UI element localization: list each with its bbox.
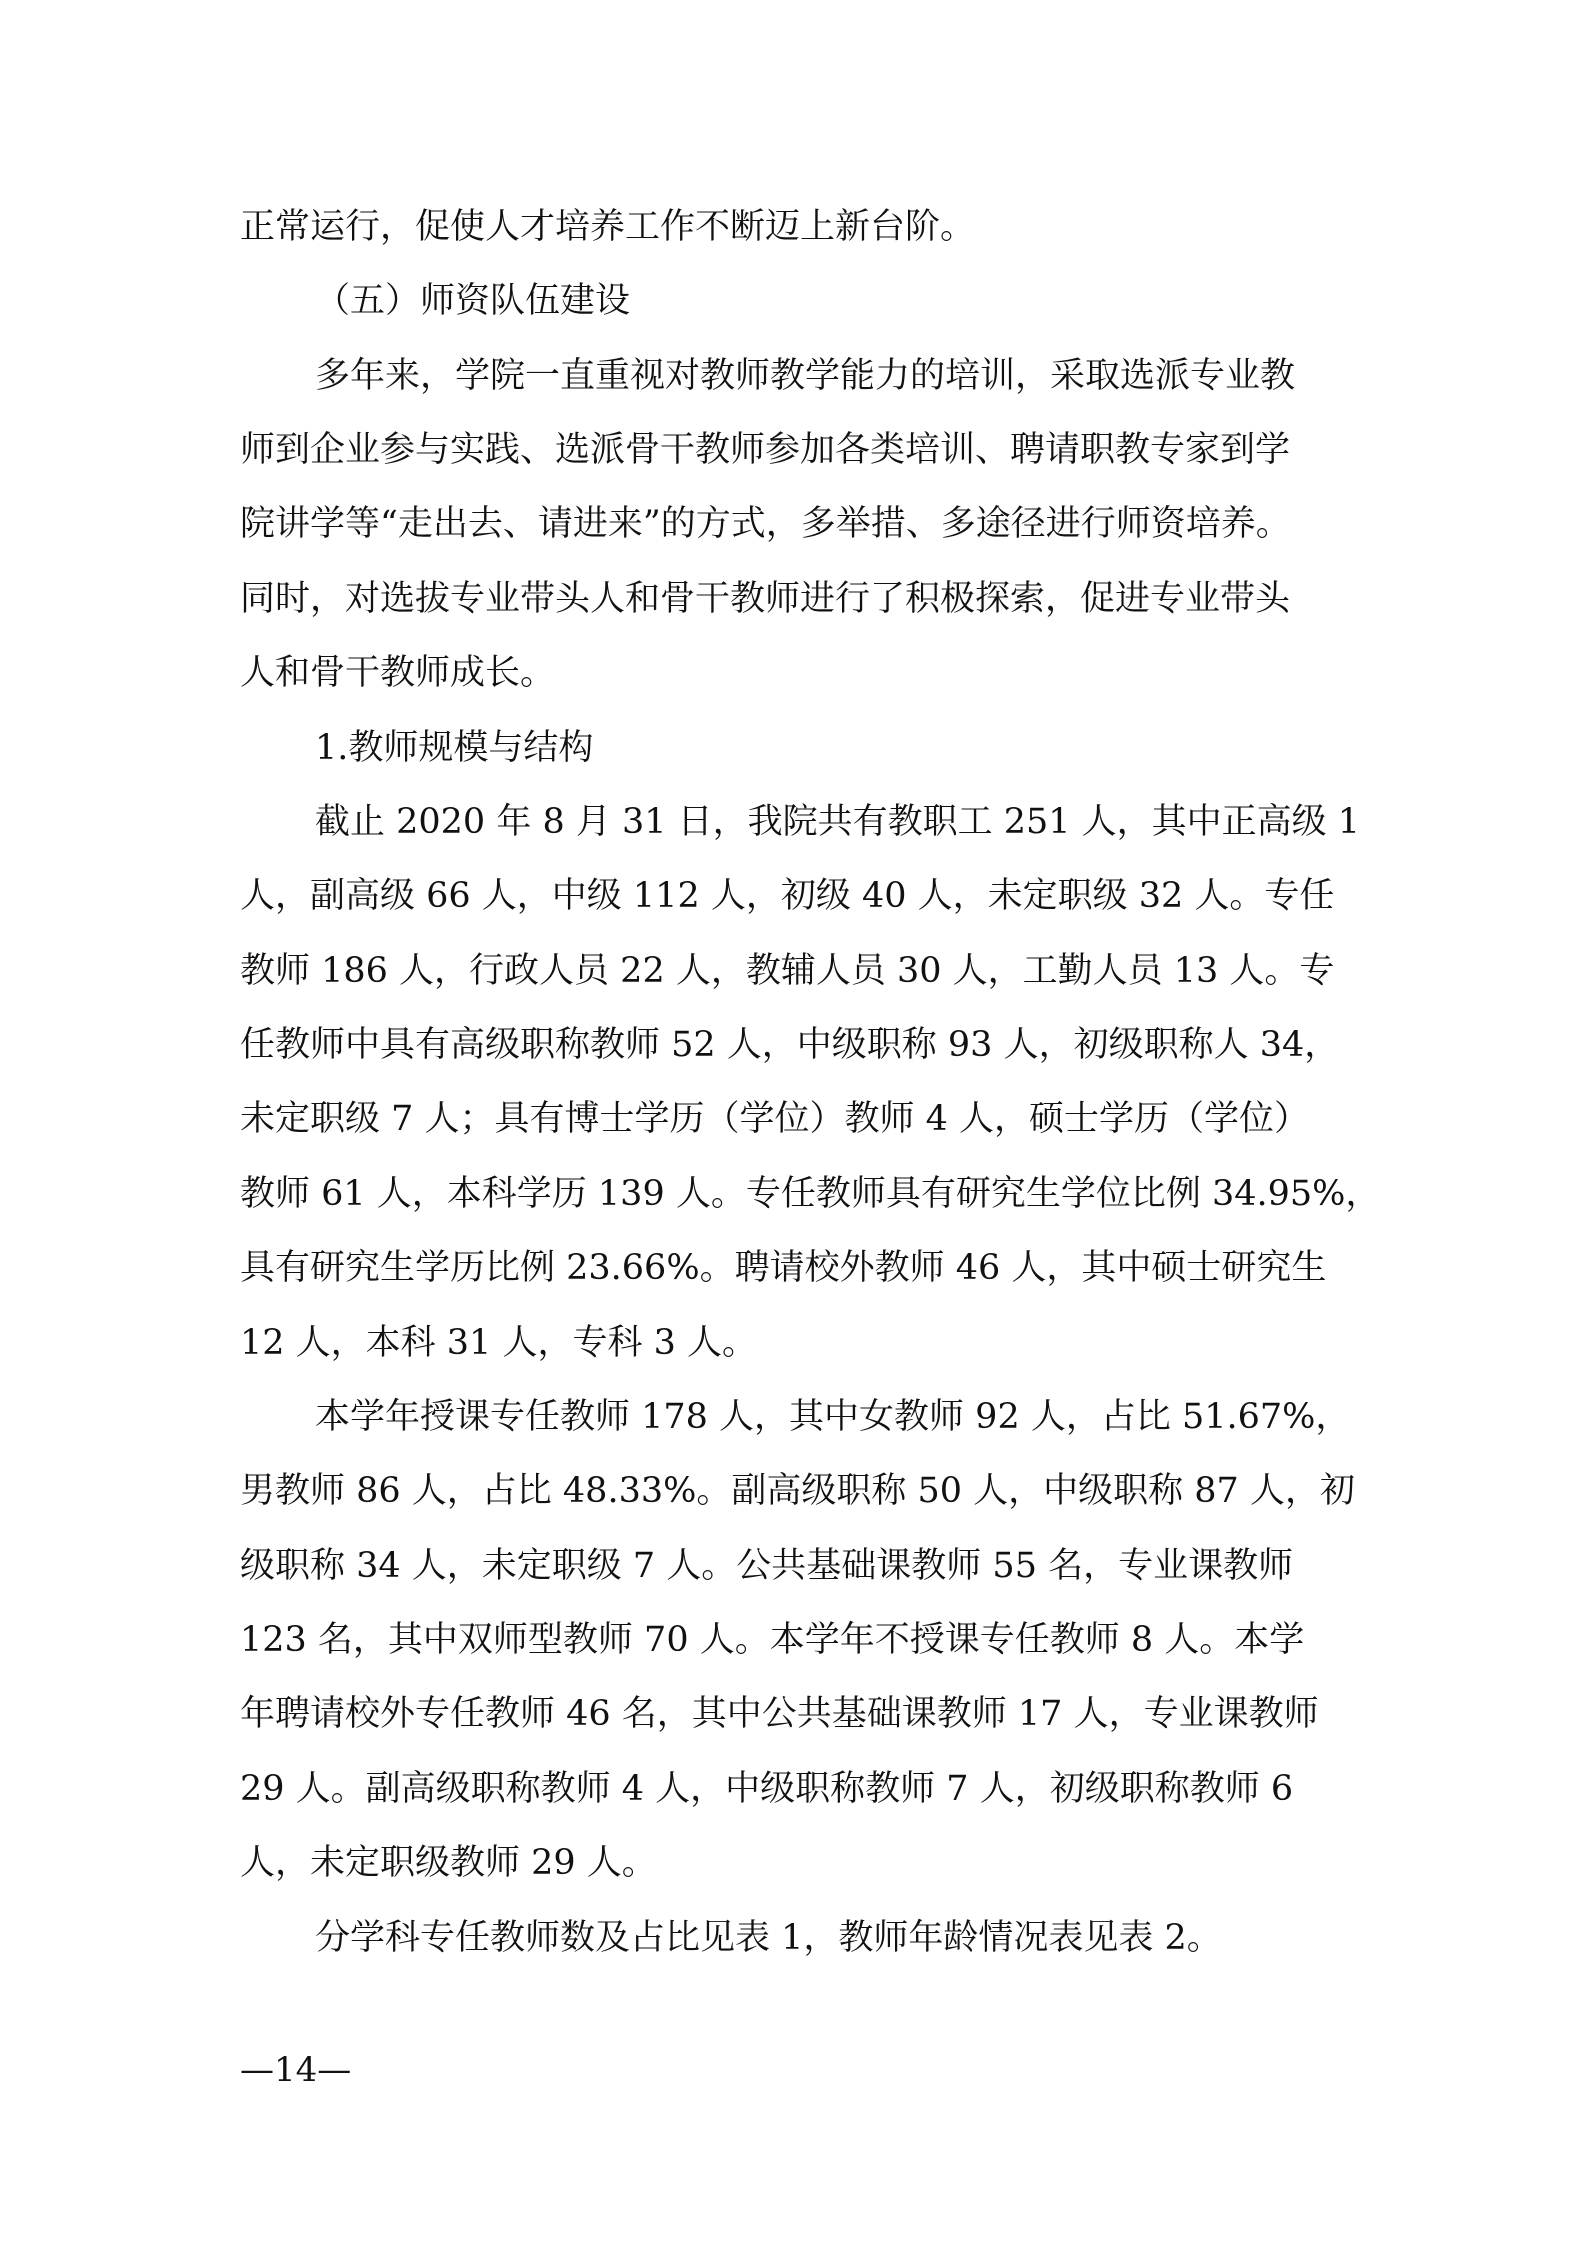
text-line: 29 人。副高级职称教师 4 人，中级职称教师 7 人，初级职称教师 6 <box>240 1769 1294 1809</box>
text-line: 截止 2020 年 8 月 31 日，我院共有教职工 251 人，其中正高级 1 <box>315 802 1361 842</box>
text-line: 分学科专任教师数及占比见表 1，教师年龄情况表见表 2。 <box>315 1918 1222 1958</box>
text-line: 任教师中具有高级职称教师 52 人，中级职称 93 人，初级职称人 34， <box>240 1025 1340 1065</box>
text-line: 年聘请校外专任教师 46 名，其中公共基础课教师 17 人，专业课教师 <box>240 1694 1319 1734</box>
text-line: 本学年授课专任教师 178 人，其中女教师 92 人，占比 51.67%， <box>315 1397 1351 1437</box>
page-number: —14— <box>240 2050 352 2090</box>
text-line: 具有研究生学历比例 23.66%。聘请校外教师 46 人，其中硕士研究生 <box>240 1248 1327 1288</box>
text-line: 正常运行，促使人才培养工作不断迈上新台阶。 <box>240 207 976 247</box>
text-line: 未定职级 7 人；具有博士学历（学位）教师 4 人，硕士学历（学位） <box>240 1099 1310 1139</box>
text-line: 教师 61 人，本科学历 139 人。专任教师具有研究生学位比例 34.95%， <box>240 1174 1381 1214</box>
text-line: 人和骨干教师成长。 <box>240 653 556 693</box>
text-line: 同时，对选拔专业带头人和骨干教师进行了积极探索，促进专业带头 <box>240 579 1291 619</box>
text-line: 师到企业参与实践、选派骨干教师参加各类培训、聘请职教专家到学 <box>240 430 1291 470</box>
text-line: 人，未定职级教师 29 人。 <box>240 1843 657 1883</box>
text-line: 12 人，本科 31 人，专科 3 人。 <box>240 1323 757 1363</box>
text-line: 院讲学等“走出去、请进来”的方式，多举措、多途径进行师资培养。 <box>240 504 1291 544</box>
text-line: 男教师 86 人，占比 48.33%。副高级职称 50 人，中级职称 87 人，初 <box>240 1471 1355 1511</box>
section-heading: （五）师资队伍建设 <box>315 281 631 321</box>
text-line: 多年来，学院一直重视对教师教学能力的培训，采取选派专业教 <box>315 356 1296 396</box>
text-line: 级职称 34 人，未定职级 7 人。公共基础课教师 55 名，专业课教师 <box>240 1546 1294 1586</box>
subsection-heading: 1.教师规模与结构 <box>315 728 594 768</box>
text-line: 123 名，其中双师型教师 70 人。本学年不授课专任教师 8 人。本学 <box>240 1620 1305 1660</box>
text-line: 人，副高级 66 人，中级 112 人，初级 40 人，未定职级 32 人。专任 <box>240 876 1335 916</box>
text-line: 教师 186 人，行政人员 22 人，教辅人员 30 人，工勤人员 13 人。专 <box>240 951 1335 991</box>
